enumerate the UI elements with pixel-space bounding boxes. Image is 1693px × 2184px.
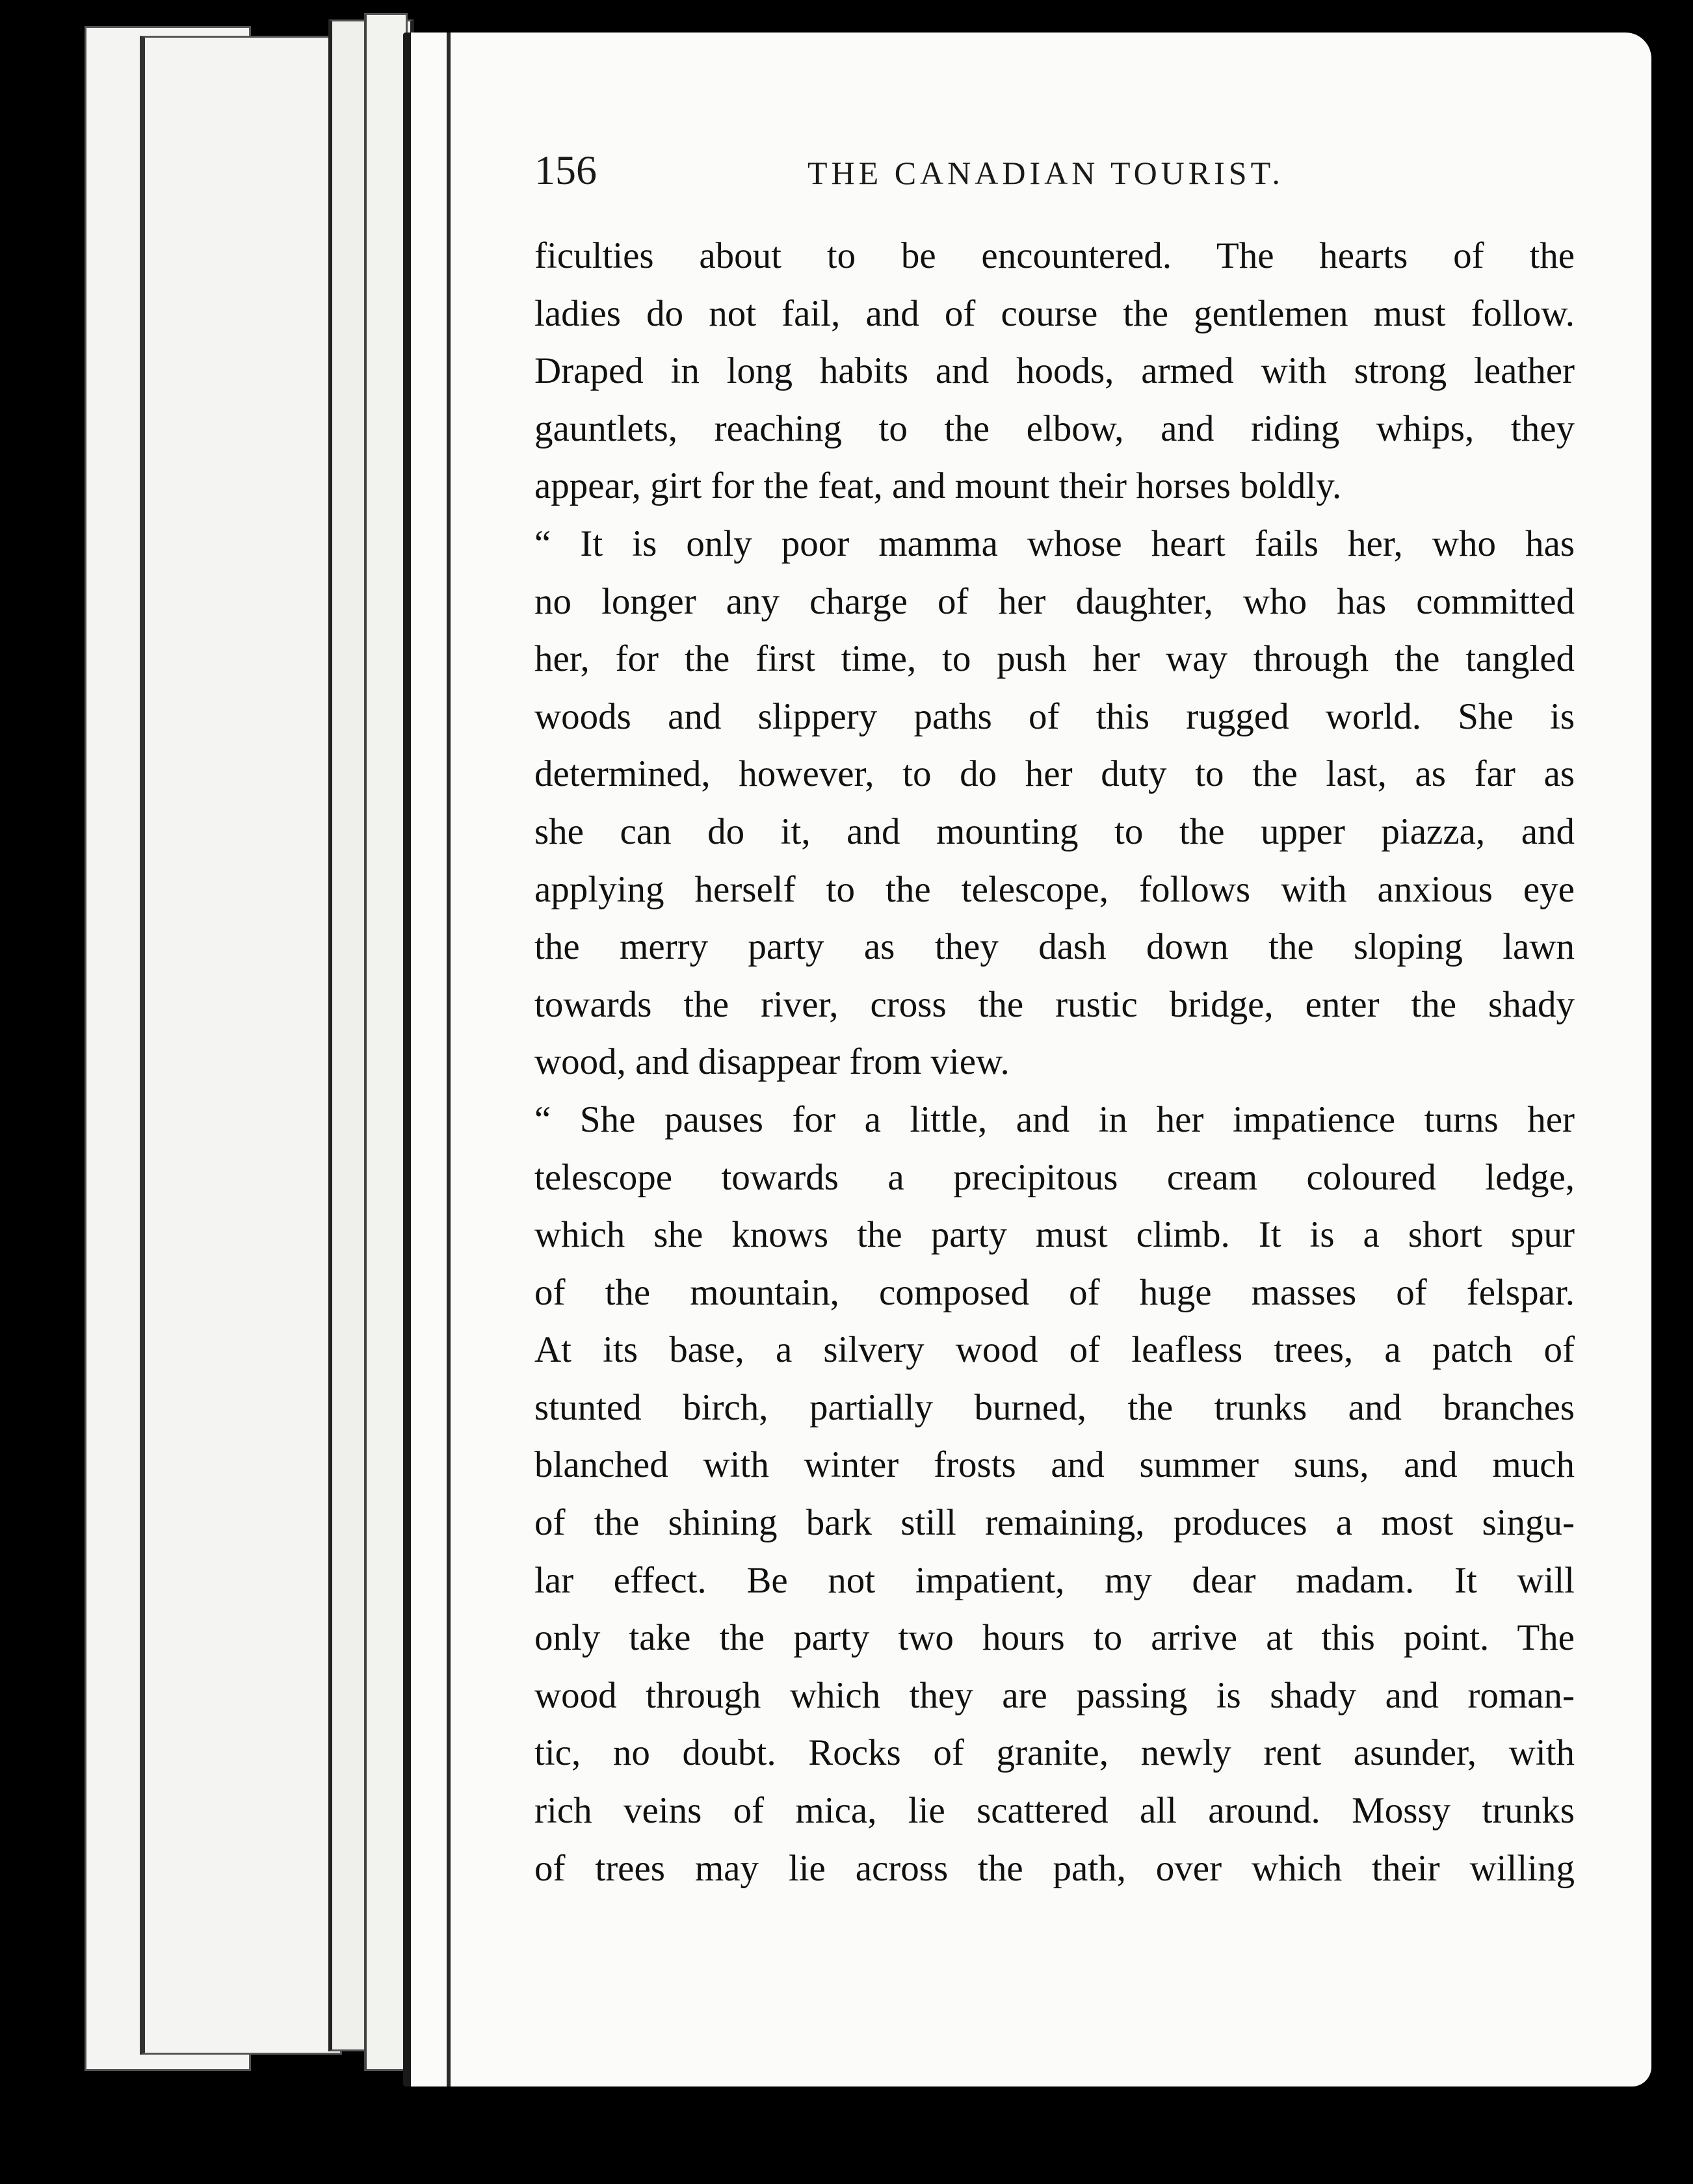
running-title: THE CANADIAN TOURIST. [807,155,1284,191]
text-line: telescope towards a precipitous cream coloured ledge, [534,1156,1575,1198]
text-line: “ It is only poor mamma whose heart fails her, who has [534,523,1575,564]
text-line: of the mountain, composed of huge masses of felspar. [534,1271,1575,1313]
background-page-4 [364,13,408,2071]
running-head [534,140,1575,218]
text-line: determined, however, to do her duty to the last, as far as [534,753,1575,795]
text-line: of trees may lie across the path, over which their willing [534,1847,1575,1889]
text-line: stunted birch, partially burned, the trunks and branches [534,1386,1575,1428]
text-line: rich veins of mica, lie scattered all around. Mossy trunks [534,1790,1575,1832]
text-line: tic, no doubt. Rocks of granite, newly rent asunder, with [534,1732,1575,1774]
text-line: only take the party two hours to arrive at this point. The [534,1617,1575,1659]
text-line: blanched with winter frosts and summer suns, and much [534,1444,1575,1486]
page-number: 156 [534,147,597,193]
text-line: Draped in long habits and hoods, armed with strong leather [534,350,1575,392]
page-edge-rule [447,32,451,2086]
text-line: appear, girt for the feat, and mount their horses boldly. [534,465,1342,507]
text-line: towards the river, cross the rustic bridge, enter the shady [534,983,1575,1025]
text-line: her, for the first time, to push her way through the tangled [534,638,1575,680]
background-page-2 [140,36,342,2055]
text-line: applying herself to the telescope, follows with anxious eye [534,868,1575,910]
text-line: woods and slippery paths of this rugged world. She is [534,696,1575,737]
text-line: wood, and disappear from view. [534,1041,1010,1083]
text-line: ficulties about to be encountered. The hearts of the [534,235,1575,276]
book-page [403,32,1651,2086]
text-line: wood through which they are passing is shady and roman- [534,1674,1575,1716]
text-line: the merry party as they dash down the sloping lawn [534,926,1575,968]
text-line: which she knows the party must climb. It is a short spur [534,1214,1575,1256]
text-line: lar effect. Be not impatient, my dear madam. It will [534,1559,1575,1601]
text-line: “ She pauses for a little, and in her impatience turns her [534,1098,1575,1140]
body-text [534,228,1575,1897]
text-line: she can do it, and mounting to the upper piazza, and [534,811,1575,852]
text-line: of the shining bark still remaining, produces a most singu- [534,1502,1575,1544]
text-line: gauntlets, reaching to the elbow, and riding whips, they [534,408,1575,449]
text-line: no longer any charge of her daughter, who has committed [534,580,1575,622]
text-line: At its base, a silvery wood of leafless trees, a patch of [534,1329,1575,1371]
text-line: ladies do not fail, and of course the gentlemen must follow. [534,292,1575,334]
